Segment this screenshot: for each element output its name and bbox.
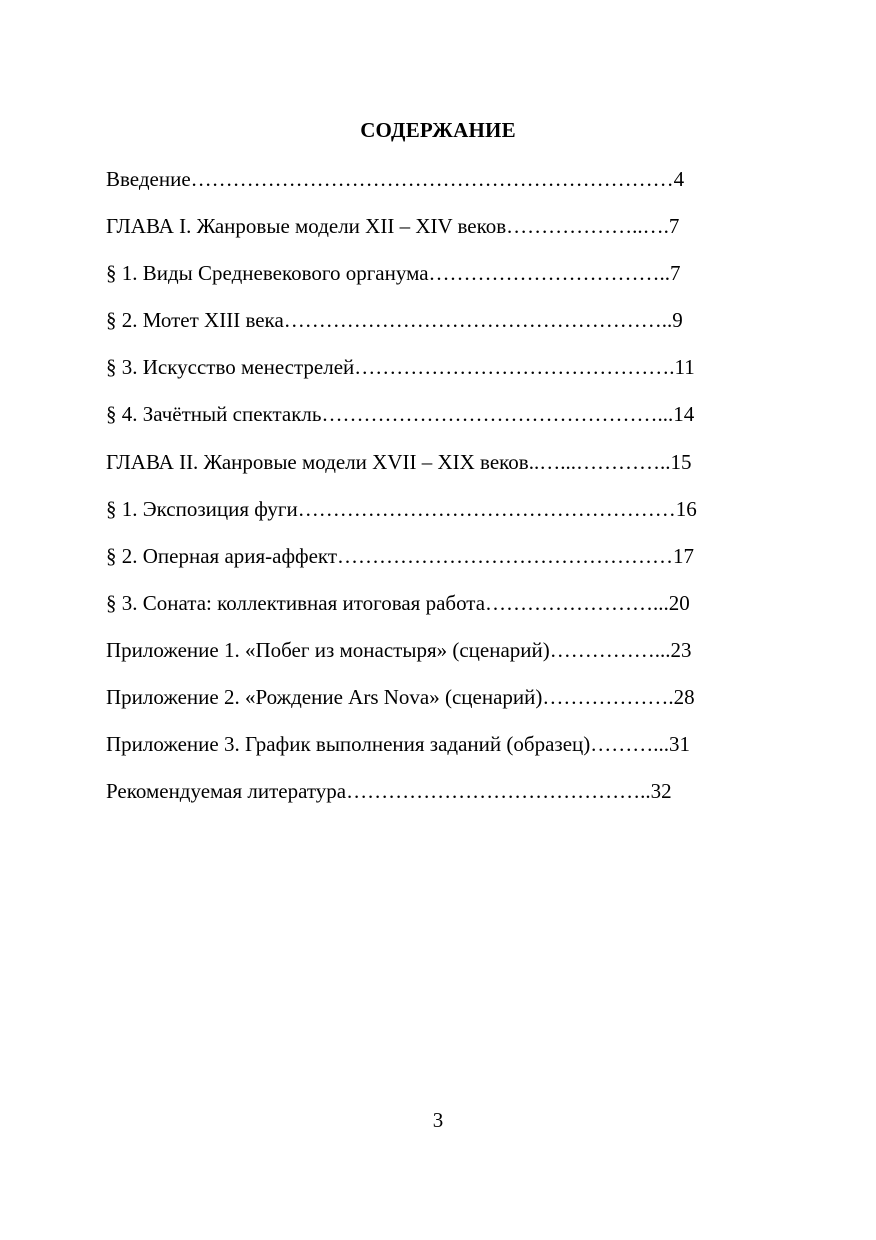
page-number: 3 [432, 1108, 444, 1132]
toc-entry-appendix-2: Приложение 2. «Рождение Ars Nova» (сценарий)……………….28 [106, 685, 695, 710]
toc-entry-ch1-section-3: § 3. Искусство менестрелей……………………………………….11 [106, 355, 695, 380]
toc-entry-ch1-section-1: § 1. Виды Средневекового органума……………………………..7 [106, 261, 681, 286]
toc-entry-ch1-section-2: § 2. Мотет XIII века………………………………………………..9 [106, 308, 683, 333]
toc-entry-ch2-section-3: § 3. Соната: коллективная итоговая работа……………………...20 [106, 590, 690, 615]
toc-entry-ch2-section-2: § 2. Оперная ария-аффект…………………………………………17 [106, 543, 694, 568]
table-of-contents [106, 166, 766, 825]
toc-entry-ch1-section-4: § 4. Зачётный спектакль…………………………………………...14 [106, 402, 695, 427]
toc-entry-appendix-3: Приложение 3. График выполнения заданий (образец)………...31 [106, 732, 690, 757]
toc-entry-literature: Рекомендуемая литература……………………………………..32 [106, 779, 672, 804]
toc-entry-chapter-1: ГЛАВА I. Жанровые модели XII – XIV веков………………..….7 [106, 214, 680, 239]
toc-entry-ch2-section-1: § 1. Экспозиция фуги………………………………………………16 [106, 496, 697, 521]
toc-entry-introduction: Введение……………………………………………………………4 [106, 167, 685, 191]
toc-entry-chapter-2: ГЛАВА II. Жанровые модели XVII – XIX веков..…...…………..15 [106, 449, 692, 474]
toc-entry-appendix-1: Приложение 1. «Побег из монастыря» (сценарий)……………...23 [106, 637, 692, 662]
page-title: СОДЕРЖАНИЕ [360, 118, 516, 142]
